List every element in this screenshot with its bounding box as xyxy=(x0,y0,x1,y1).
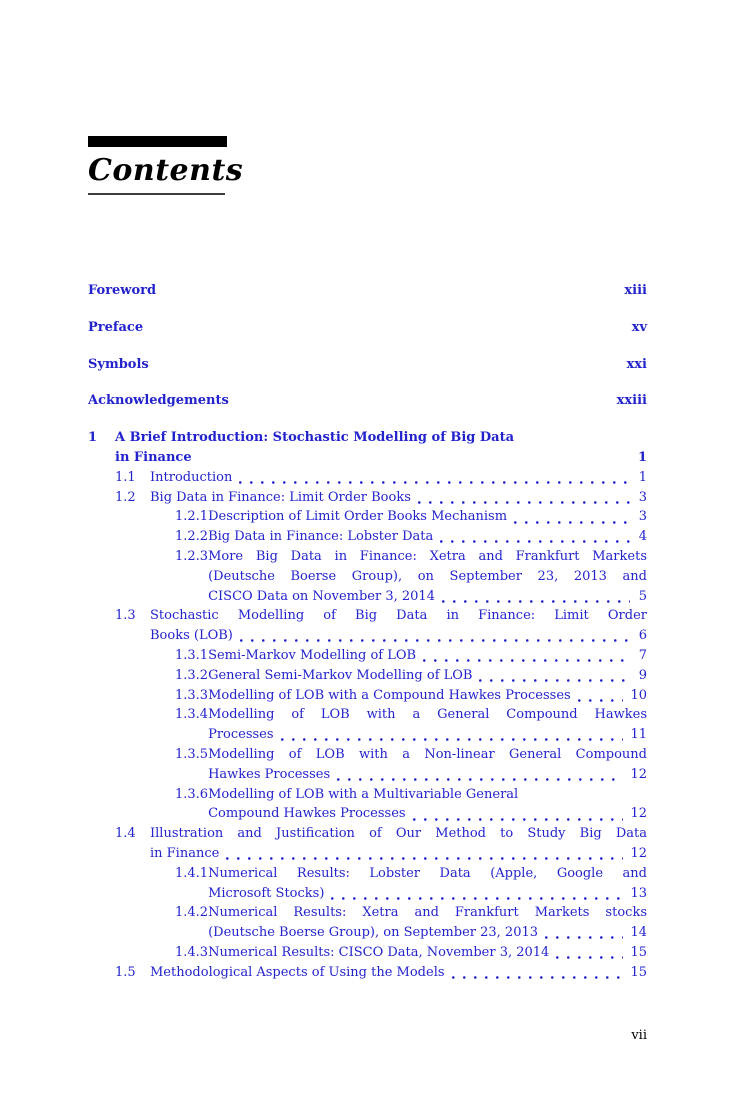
title-rule-bottom xyxy=(88,193,225,195)
front-matter-label: Preface xyxy=(88,319,144,335)
entry-title-line: Modelling of LOB with a Compound Hawkes Processes xyxy=(208,687,571,703)
entry-lastline xyxy=(208,943,647,963)
dot-leader xyxy=(226,857,623,860)
chapter-number: 1 xyxy=(88,430,98,446)
section-number: 1.5 xyxy=(115,964,136,980)
entry-lastline xyxy=(208,686,647,706)
front-matter-label: Foreword xyxy=(88,283,157,298)
dot-leader xyxy=(578,699,624,702)
entry-lastline xyxy=(150,844,647,864)
section-number: 1.3.4 xyxy=(175,707,209,723)
toc-entry[interactable] xyxy=(88,705,647,745)
page-number: 9 xyxy=(638,667,647,683)
entry-title-line: Introduction xyxy=(150,469,233,485)
leader-space xyxy=(199,461,630,464)
entry-title-line: Numerical Results: CISCO Data, November 3, 2014 xyxy=(208,944,550,960)
dot-leader xyxy=(514,521,630,524)
section-number: 1.4.3 xyxy=(175,944,209,960)
section-number: 1.3.6 xyxy=(175,786,209,802)
entry-lastline xyxy=(150,488,647,508)
front-matter-label: Symbols xyxy=(88,356,149,372)
entry-title-line: Methodological Aspects of Using the Models xyxy=(150,964,445,980)
section-number: 1.3.2 xyxy=(175,667,209,683)
entry-title-line: General Semi-Markov Modelling of LOB xyxy=(208,667,473,683)
page-number: 5 xyxy=(638,588,647,604)
dot-leader xyxy=(239,481,630,484)
toc-entry[interactable] xyxy=(88,745,647,785)
page-content xyxy=(88,0,647,983)
entry-title-line: in Finance xyxy=(150,845,220,861)
toc-entry[interactable] xyxy=(88,666,647,686)
page-number: 12 xyxy=(630,806,647,822)
toc-entry[interactable] xyxy=(88,606,647,646)
entry-title-line: Modelling of LOB with a Non-linear General Compound xyxy=(208,746,647,762)
chapter-title-line: A Brief Introduction: Stochastic Modelling of Big Data xyxy=(115,430,515,446)
entry-title-line: Numerical Results: Xetra and Frankfurt Markets stocks xyxy=(208,905,647,921)
dot-leader xyxy=(418,501,630,504)
entry-body xyxy=(208,507,647,527)
section-number: 1.3.3 xyxy=(175,687,209,703)
chapter-title-line: in Finance xyxy=(115,449,192,465)
toc-entry[interactable] xyxy=(88,963,647,983)
toc-entry[interactable] xyxy=(88,468,647,488)
dot-leader xyxy=(413,818,624,821)
entry-body xyxy=(208,785,647,825)
page-number: 3 xyxy=(638,509,647,525)
entry-title-line: Modelling of LOB with a General Compound Hawkes xyxy=(208,707,647,723)
entry-title-line: Modelling of LOB with a Multivariable General xyxy=(208,786,519,802)
entry-title-line: Numerical Results: Lobster Data (Apple, Google and xyxy=(208,865,647,881)
entry-body xyxy=(208,547,647,606)
dot-leader xyxy=(240,639,630,642)
dot-leader xyxy=(479,679,630,682)
toc-entry[interactable] xyxy=(88,943,647,963)
page-number: 10 xyxy=(630,687,647,703)
section-number: 1.1 xyxy=(115,469,136,485)
entry-title-line: CISCO Data on November 3, 2014 xyxy=(208,588,435,604)
toc-entry[interactable] xyxy=(88,547,647,606)
section-number: 1.3.5 xyxy=(175,746,209,762)
page-title: Contents xyxy=(88,153,244,188)
page-number: 7 xyxy=(638,647,647,663)
entry-title-line: Microsoft Stocks) xyxy=(208,885,325,901)
entry-body xyxy=(208,864,647,904)
page-number: 1 xyxy=(638,469,647,485)
entry-lastline xyxy=(208,527,647,547)
entry-body xyxy=(150,488,647,508)
dot-leader xyxy=(545,936,623,939)
front-matter-entry[interactable] xyxy=(88,318,647,338)
front-matter-label: Acknowledgements xyxy=(88,393,229,409)
front-matter-entry[interactable] xyxy=(88,355,647,375)
entry-title-line: Books (LOB) xyxy=(150,628,233,644)
entry-lastline xyxy=(208,725,647,745)
section-number: 1.2.1 xyxy=(175,509,209,525)
page-number: 11 xyxy=(630,727,647,743)
page-number: 15 xyxy=(630,944,647,960)
entry-title-line: Processes xyxy=(208,727,274,743)
entry-body xyxy=(150,963,647,983)
entry-body xyxy=(150,606,647,646)
page-number: xv xyxy=(631,319,647,335)
section-number: 1.4 xyxy=(115,826,136,842)
entry-lastline xyxy=(208,507,647,527)
entry-lastline xyxy=(150,468,647,488)
toc-entry[interactable] xyxy=(88,903,647,943)
toc-entry[interactable] xyxy=(88,488,647,508)
entry-title-line: (Deutsche Boerse Group), on September 23, 2013 xyxy=(208,925,539,941)
entry-title-line: Description of Limit Order Books Mechanism xyxy=(208,509,508,525)
dot-leader xyxy=(452,976,624,979)
page-number: 3 xyxy=(638,489,647,505)
section-number: 1.2 xyxy=(115,489,136,505)
entry-body xyxy=(150,468,647,488)
entry-lastline xyxy=(150,626,647,646)
page-number: xxi xyxy=(626,356,647,372)
entry-title-line: Big Data in Finance: Limit Order Books xyxy=(150,489,411,505)
entry-body xyxy=(208,903,647,943)
toc-entry[interactable] xyxy=(88,646,647,666)
entry-title-line: Illustration and Justification of Our Method to Study Big Data xyxy=(150,826,647,842)
entry-body xyxy=(208,686,647,706)
entry-title-line: Hawkes Processes xyxy=(208,766,331,782)
toc-entry[interactable] xyxy=(88,507,647,527)
entry-lastline xyxy=(208,646,647,666)
entry-lastline xyxy=(208,884,647,904)
entry-lastline xyxy=(208,666,647,686)
entry-title-line: Stochastic Modelling of Big Data in Finance: Limit Order xyxy=(150,608,647,624)
chapter-title-lastline xyxy=(115,448,647,468)
entry-body xyxy=(208,705,647,745)
section-number: 1.2.3 xyxy=(175,548,209,564)
entry-title-line: Semi-Markov Modelling of LOB xyxy=(208,647,417,663)
toc-chapter-entry[interactable] xyxy=(88,428,647,468)
toc-entry[interactable] xyxy=(88,686,647,706)
section-number: 1.3 xyxy=(115,608,136,624)
page-number: 15 xyxy=(630,964,647,980)
toc-entry[interactable] xyxy=(88,824,647,864)
front-matter-entry[interactable] xyxy=(88,391,647,411)
entry-lastline xyxy=(208,587,647,607)
dot-leader xyxy=(556,956,623,959)
dot-leader xyxy=(331,897,623,900)
section-number: 1.3.1 xyxy=(175,647,209,663)
entry-lastline xyxy=(150,963,647,983)
entry-body xyxy=(208,666,647,686)
page-number: 14 xyxy=(630,925,647,941)
page-number: 13 xyxy=(630,885,647,901)
entry-title-line: Big Data in Finance: Lobster Data xyxy=(208,529,434,545)
toc-entry[interactable] xyxy=(88,864,647,904)
page-number: xiii xyxy=(624,283,647,298)
dot-leader xyxy=(337,778,623,781)
section-number: 1.4.2 xyxy=(175,905,209,921)
page-number: 4 xyxy=(638,529,647,545)
entry-body xyxy=(208,745,647,785)
entry-body xyxy=(115,428,647,468)
entry-lastline xyxy=(208,765,647,785)
page-number: 1 xyxy=(637,449,647,465)
entry-lastline xyxy=(208,923,647,943)
entry-title-line: (Deutsche Boerse Group), on September 23, 2013 and xyxy=(208,568,647,584)
entry-body xyxy=(208,646,647,666)
entry-title-line: More Big Data in Finance: Xetra and Frankfurt Markets xyxy=(208,548,647,564)
page-number: xxiii xyxy=(616,393,647,409)
section-number: 1.4.1 xyxy=(175,865,209,881)
dot-leader xyxy=(281,738,624,741)
page-number: 12 xyxy=(630,766,647,782)
toc-entry[interactable] xyxy=(88,527,647,547)
toc-entry[interactable] xyxy=(88,785,647,825)
dot-leader xyxy=(423,659,630,662)
dot-leader xyxy=(442,600,630,603)
dot-leader xyxy=(440,540,630,543)
page-number: 6 xyxy=(638,628,647,644)
entry-body xyxy=(208,527,647,547)
entry-title-line: Compound Hawkes Processes xyxy=(208,806,406,822)
entry-lastline xyxy=(208,804,647,824)
page-folio: vii xyxy=(631,1028,647,1043)
entry-body xyxy=(150,824,647,864)
entry-body xyxy=(208,943,647,963)
title-rule-top xyxy=(88,136,227,147)
table-of-contents xyxy=(88,281,647,983)
front-matter-entry[interactable] xyxy=(88,281,647,301)
section-number: 1.2.2 xyxy=(175,529,209,545)
page-number: 12 xyxy=(630,845,647,861)
